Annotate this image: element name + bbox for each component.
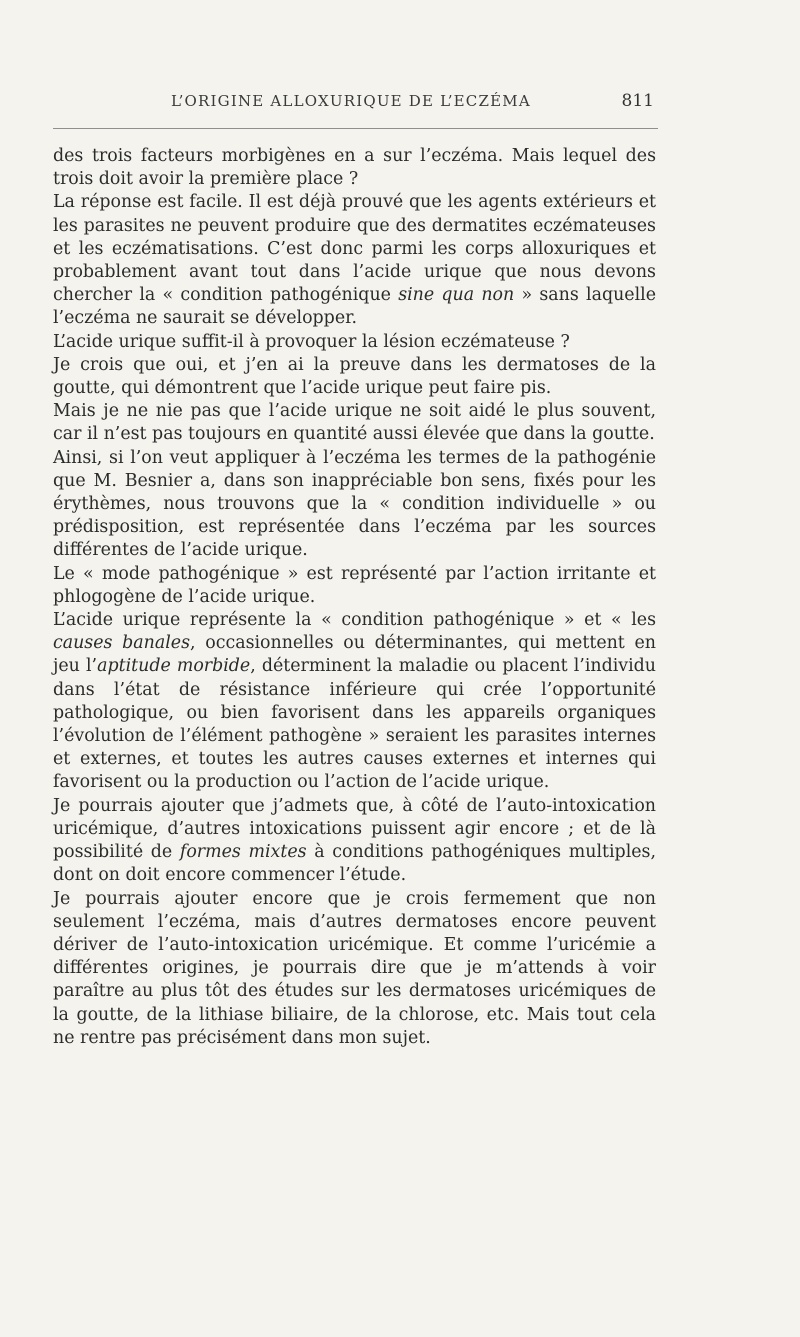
page-number: 811 <box>621 91 654 111</box>
italic-aptitude-morbide: aptitude morbide <box>97 656 251 677</box>
paragraph-7: Le « mode pathogénique » est représenté par l’action irritante et phlogogène de l’acide urique. <box>53 563 656 607</box>
running-header <box>53 92 656 118</box>
paragraph-10: Je pourrais ajouter encore que je crois fermement que non seulement l’eczéma, mais d’autres dermatoses encore peuvent dériver de l’auto-intoxication uricémique. Et comme l’uricémie a différentes origines, je pourrais dire que je m’attends à voir paraître au plus tôt des études sur les dermatoses uricémiques de la goutte, de la lithiase biliaire, de la chlorose, etc. Mais tout cela ne rentre pas précisément dans mon sujet. <box>53 888 656 1048</box>
header-rule <box>53 128 658 129</box>
body-text <box>53 145 656 1050</box>
paragraph-8: L’acide urique représente la « condition pathogénique » et « les causes banales, occasionnelles ou déterminantes, qui mettent en jeu l’aptitude morbide, déterminent la maladie ou placent l’individu dans l’état de résistance inférieure qui crée l’opportunité pathologique, ou bien favorisent dans les appareils organiques l’évolution de l’élément pathogène » seraient les parasites internes et externes, et toutes les autres causes externes et internes qui favorisent ou la production ou l’action de l’acide urique. <box>53 610 656 793</box>
running-title: L’ORIGINE ALLOXURIQUE DE L’ECZÉMA <box>171 92 531 110</box>
paragraph-2: La réponse est facile. Il est déjà prouvé que les agents extérieurs et les parasites ne peuvent produire que des dermatites eczémateuses et les eczématisations. C’est donc parmi les corps alloxuriques et probablement avant tout dans l’acide urique que nous devons chercher la « condition pathogénique sine qua non » sans laquelle l’eczéma ne saurait se développer. <box>53 192 656 329</box>
latin-phrase: sine qua non <box>398 285 515 306</box>
paragraph-9: Je pourrais ajouter que j’admets que, à côté de l’auto-intoxication uricémique, d’autres intoxications puissent agir encore ; et de là possibilité de formes mixtes à conditions pathogéniques multiples, dont on doit encore commencer l’étude. <box>53 795 657 886</box>
paragraph-6: Ainsi, si l’on veut appliquer à l’eczéma les termes de la pathogénie que M. Besnier a, dans son inappréciable bon sens, fixés pour les érythèmes, nous trouvons que la « condition individuelle » ou prédisposition, est représentée dans l’eczéma par les sources différentes de l’acide urique. <box>53 447 656 561</box>
paragraph-5: Mais je ne nie pas que l’acide urique ne soit aidé le plus souvent, car il n’est pas toujours en quantité aussi élevée que dans la goutte. <box>53 401 656 445</box>
paragraph-3: L’acide urique suffit-il à provoquer la lésion eczémateuse ? <box>53 331 570 352</box>
paragraph-4: Je crois que oui, et j’en ai la preuve dans les dermatoses de la goutte, qui démontrent que l’acide urique peut faire pis. <box>53 354 656 399</box>
paragraph-1: des trois facteurs morbigènes en a sur l’eczéma. Mais lequel des trois doit avoir la première place ? <box>53 146 656 190</box>
italic-causes-banales: causes banales <box>53 633 191 654</box>
italic-formes-mixtes: formes mixtes <box>179 842 307 863</box>
